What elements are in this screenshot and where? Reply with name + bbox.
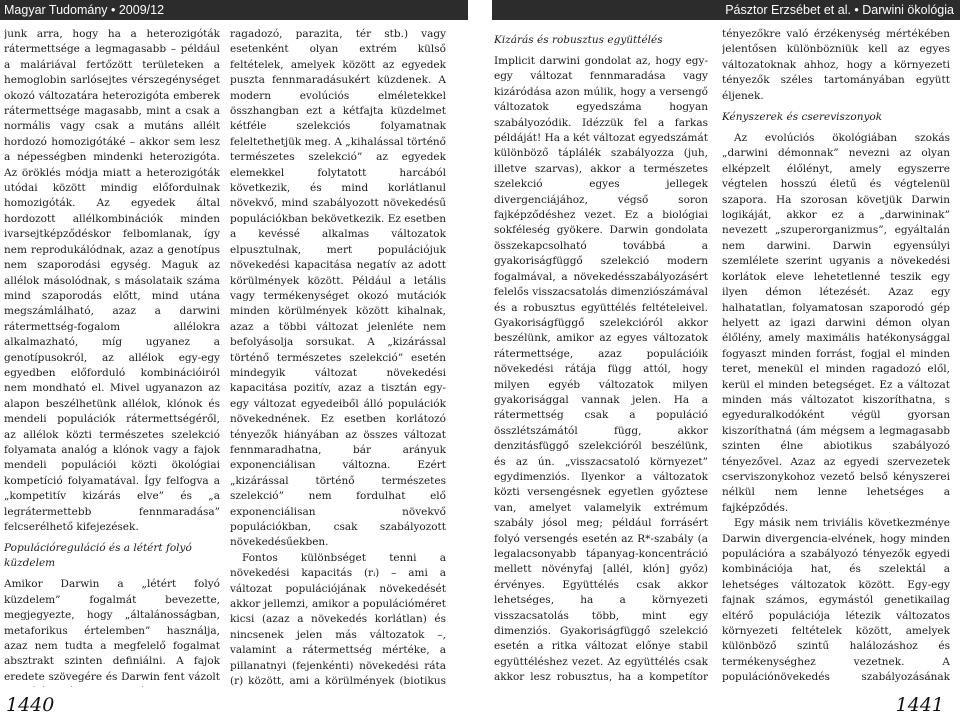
paragraph: Amikor Darwin a „létért folyó küzdelem” fogalmát bevezette, megjegyezte, hogy „általánosságban, metaforikus értelemben” használja, azaz nem tudta a megfelelő fogalmat absztrakt szinten definiálni. A fajok eredete szövegére és Darwin fent vázolt — [4, 578, 220, 683]
column-4 — [722, 27, 950, 687]
paragraph: Implicit darwini gondolat az, hogy egy-egy változat fennmaradása vagy kizáródása azon múlik, hogy a versengő változatok egyedszáma hogyan szabályozódik. Idézzük fel a farkas példáját! Ha a két változat egyedszámát különböző táplálék szabályozza (juh, illetve szarvas), akkor a természetes szelekció egyes jellegek divergenciájához, végső soron fajképződéshez vezet. Ez a biológiai sokféleség gyökere. Darwin gondolata összekapcsolható továbbá a gyakoriságfüggő szelekció modern fogalmával, a növekedésszabályozásért felelős visszacsatolás dimenziószámával és a robusztus együttélés feltételeivel. Gyakoriságfüggő szelekcióról akkor beszélünk, amikor az egyes változatok rátermettsége, azaz populációik növekedési rátája függ attól, hogy milyen egyéb változatok milyen gyakorisággal vannak jelen. Ha a rátermettség csak a populáció összlétszámától függ, akkor denzitásfüggő szelekcióról beszélünk, és az ún. „visszacsatoló környezet” egydimenziós. Ilyenkor a változatok közti versengésnek egyetlen győztese van, amelyet valamelyik extrémum szabály jósol meg; például forrásért folyó versengés esetén az R*-szabály (a legalacsonyabb tápanyag-koncentráció mellett növényfaj [allél, klón] győz) érvényes. Együttélés csak akkor lehetséges, ha a környezeti visszacsatolás több, mint egy dimenziós. Gyakoriságfüggő szelekció esetén a ritka változat előnye stabil együttéléshez vezet. Az együttélés csak akkor lesz robusztus, ha a kompetítor — [494, 55, 708, 684]
paragraph: ragadozó, parazita, tér stb.) vagy esetenként olyan extrém külső feltételek, amelyek között az egyedek puszta fennmaradásukért küzdenek. A modern evolúciós elméletekkel összhangban ezt a kétfajta küzdelmet kétféle szelekciós folyamatnak feleltethetjük meg. A „kihalással történő természetes szelekció” az egyedek elemekkel folytatott harcából következik, és mind korlátlanul növekvő, mind szabályozott növekedésű populációkban bekövetkezik. Ez esetben a kevéssé alkalmas változatok elpusztulnak, mert populációjuk növekedési kapacitása negatív az adott körülmények között. Például a letális vagy termékenységet okozó mutációk minden körülmények között kihalnak, azaz a többi változat jelenléte nem befolyásolja sorsukat. A „kizárással történő természetes szelekció” esetén mindegyik változat növekedési kapacitása pozitív, azaz a tisztán egy-egy változat egyedeiből álló populációk növekednének. Ez esetben korlátozó tényezők hiányában az összes változat fennmaradhatna, bár arányuk exponenciálisan változna. Ezért „kizárással történő természetes szelekció” nem fordulhat elő exponenciálisan növekvő populációkban, csak szabályozott növekedésűekben. — [230, 28, 446, 549]
page-number-right: 1441 — [895, 694, 944, 716]
paragraph: junk arra, hogy ha a heterozigóták rátermettsége a legmagasabb – például a maláriával fertőzött területeken a hemoglobin sarlósejtes vérszegénységet okozó változatára heterozigóta emberek rátermettsége magasabb, mint a csak a normális vagy csak a mutáns allélt hordozó homozigótáké – akkor sem lesz a népességben mindenki heterozigóta. Az öröklés módja miatt a heterozigóták utódai között mindig előfordulnak homozigóták. Az egyedek által hordozott allélkombinációk minden ivarsejtképződéskor felbomlanak, így nem reprodukálódnak, azaz a genotípus nem szaporodási egység. Maguk az allélok másolódnak, s másolataik száma mind szaporodás előtt, mind utána megszámlálható, azaz a darwini rátermettség-fogalom allélokra alkalmazható, míg ugyanez a genotípusokról, az allélok egy-egy egyedben előforduló kombinációiról nem mondható el. Mivel ugyanazon az alapon beszélhetünk allélok, klónok és mendeli populációk rátermettségéről, az allélok közti természetes szelekció folyamata analóg a klónok vagy a fajok mendeli populációi közti ökológiai kompetíció folyamatával. Így felfogva a „kompetitív kizárás elve” és „a legrátermettebb fennmaradása” felcserélhető kifejezések. — [4, 28, 220, 533]
page-number-left: 1440 — [6, 694, 55, 716]
running-header-right: Pásztor Erzsébet et al. • Darwini ökológia — [492, 0, 960, 20]
running-header-left: Magyar Tudomány • 2009/12 — [0, 0, 468, 20]
section-heading: Kizárás és robusztus együttélés — [494, 34, 663, 46]
paragraph: Az evolúciós ökológiában szokás „darwini démonnak” nevezni az olyan elképzelt élőlényt, amely egyszerre végtelen hosszú életű és végtelenül szapora. Ha szorosan követjük Darwin logikáját, akkor ez a „darwininak” nevezett „szuperorganizmus”, egyáltalán nem darwini. Darwin egyensúlyi szemlélete szerint ugyanis a növekedési korlátok eleve lehetetlenné teszik egy ilyen démon létezését. Azaz egy halhatatlan, folyamatosan szaporodó gép helyett az igazi darwini démon olyan élőlény, amely maximális hatékonysággal fogyaszt minden forrást, fogjal el minden teret, menekül el minden ragadozó elől, kerül el minden betegséget. Ez a változat minden más változatot kiszoríthatna, s egyeduralkodóként végül gyorsan kiszoríthatná (ám mégsem a legmagasabb szinten élne abiotikus szabályozó tényezővel. Azaz az egyedi szervezetek cserviszonykohoz vezető belső kényszerei nélkül nem lenne lehetséges a fajképződés. — [722, 132, 950, 514]
section-heading: Kényszerek és csereviszonyok — [722, 111, 883, 124]
paragraph: tényezőkre való érzékenység mértékében jelentősen különbözniük kell az egyes változatoknak ahhoz, hogy a környezeti tényezők széles tartományában együtt éljenek. — [722, 28, 950, 102]
paragraph: Egy másik nem triviális következménye Darwin divergencia-elvének, hogy minden populációra a szabályozó tényezők egyedi kombinációja hat, és szelektál a lehetséges változatok között. Egy-egy fajnak számos, egymástól genetikailag eltérő populációja létezik változatos környezeti feltételek között, amelyek különböző szintű halálozáshoz és termékenységhez vezetnek. A populációnövekedés szabályozásának — [722, 517, 950, 684]
column-2 — [230, 27, 446, 687]
paragraph: Fontos különbséget tenni a növekedési kapacitás (rᵢ) – ami a változat populációjának növekedését akkor jellemzi, amikor a populációméret kicsi (azaz a növekedés korlátlan) és nincsenek jelen más változatok –, valamint a rátermettség mértéke, a pillanatnyi (fejenkénti) növekedési ráta (r) között, ami a körülmények (biotikus — [230, 551, 446, 687]
section-heading: Populációreguláció és a létért folyó küzdelem — [4, 542, 192, 570]
column-3 — [494, 27, 708, 687]
column-1 — [4, 27, 220, 687]
